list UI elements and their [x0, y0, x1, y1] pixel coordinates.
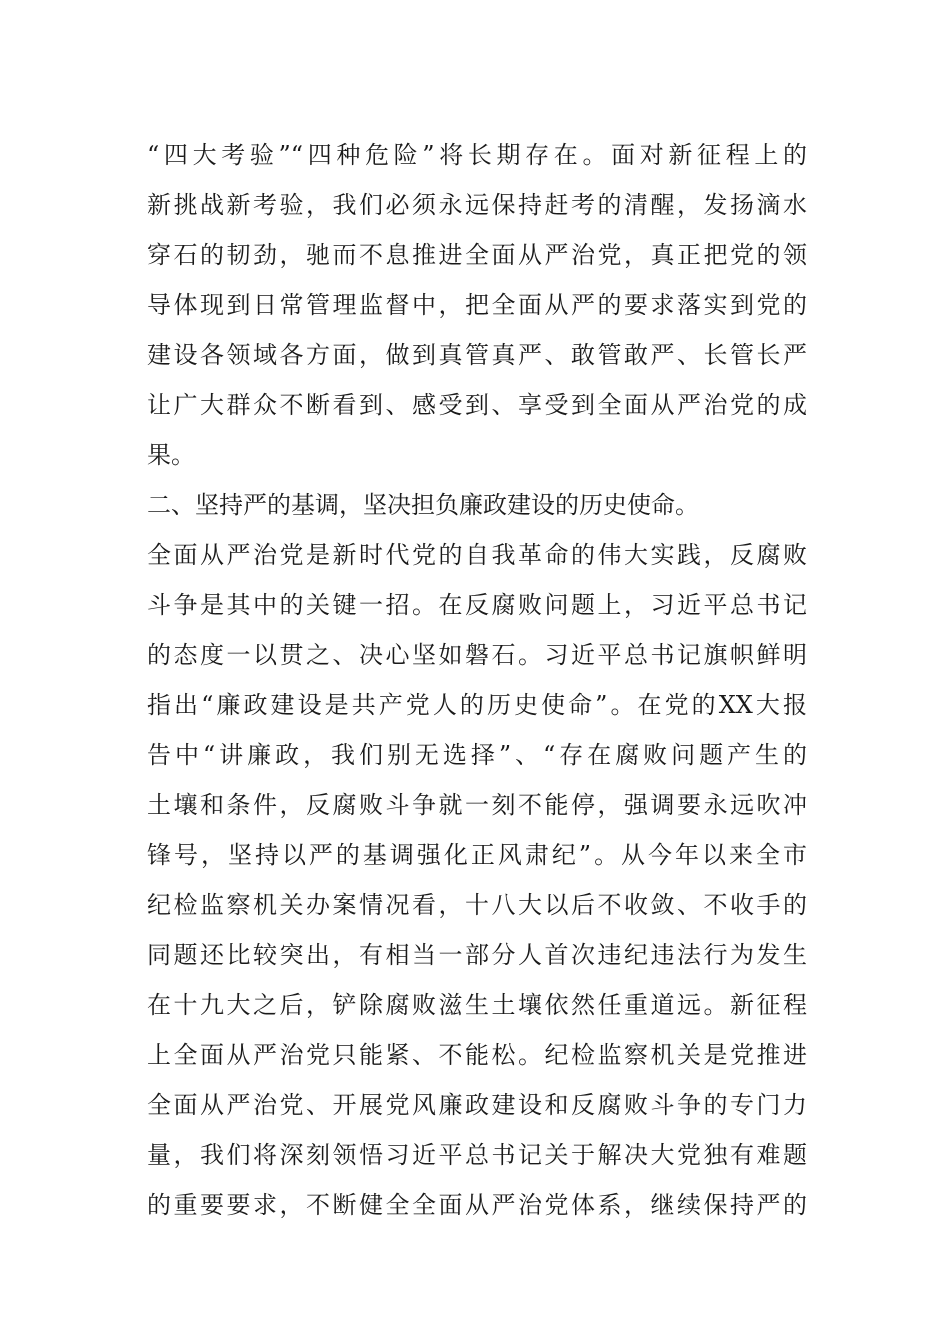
paragraph-1-line-4: 导体现到日常管理监督中，把全面从严的要求落实到党的 [147, 291, 807, 319]
paragraph-2-line-8: 纪检监察机关办案情况看，十八大以后不收敛、不收手的 [147, 891, 807, 919]
paragraph-1-line-3: 穿石的韧劲，驰而不息推进全面从严治党，真正把党的领 [147, 241, 807, 269]
paragraph-2-line-10: 在十九大之后，铲除腐败滋生土壤依然任重道远。新征程 [147, 991, 807, 1019]
paragraph-2-line-1: 全面从严治党是新时代党的自我革命的伟大实践，反腐败 [147, 541, 807, 569]
paragraph-2-line-5: 告中“讲廉政，我们别无选择”、“存在腐败问题产生的 [147, 741, 807, 769]
paragraph-2-line-3: 的态度一以贯之、决心坚如磐石。习近平总书记旗帜鲜明 [147, 641, 807, 669]
paragraph-2-line-14: 的重要要求，不断健全全面从严治党体系，继续保持严的 [147, 1191, 807, 1219]
paragraph-2 [147, 530, 807, 1230]
paragraph-1-line-1: “四大考验”“四种危险”将长期存在。面对新征程上的 [147, 141, 807, 169]
paragraph-1-line-6: 让广大群众不断看到、感受到、享受到全面从严治党的成 [147, 391, 807, 419]
paragraph-2-line-11: 上全面从严治党只能紧、不能松。纪检监察机关是党推进 [147, 1041, 807, 1069]
paragraph-2-line-9: 同题还比较突出，有相当一部分人首次违纪违法行为发生 [147, 941, 807, 969]
section-heading-2: 二、坚持严的基调，坚决担负廉政建设的历史使命。 [147, 491, 699, 519]
paragraph-2-line-7: 锋号，坚持以严的基调强化正风肃纪”。从今年以来全市 [147, 841, 807, 869]
paragraph-1-line-5: 建设各领域各方面，做到真管真严、敢管敢严、长管长严 [147, 341, 807, 369]
paragraph-2-line-2: 斗争是其中的关键一招。在反腐败问题上，习近平总书记 [147, 591, 807, 619]
document-body [147, 130, 807, 1230]
paragraph-2-line-4: 指出“廉政建设是共产党人的历史使命”。在党的XX大报 [147, 691, 807, 719]
paragraph-2-line-13: 量，我们将深刻领悟习近平总书记关于解决大党独有难题 [147, 1141, 807, 1169]
paragraph-1-line-7: 果。 [147, 441, 195, 469]
paragraph-1 [147, 130, 807, 480]
paragraph-2-line-6: 土壤和条件，反腐败斗争就一刻不能停，强调要永远吹冲 [147, 791, 807, 819]
paragraph-2-line-12: 全面从严治党、开展党风廉政建设和反腐败斗争的专门力 [147, 1091, 807, 1119]
paragraph-1-line-2: 新挑战新考验，我们必须永远保持赶考的清醒，发扬滴水 [147, 191, 807, 219]
